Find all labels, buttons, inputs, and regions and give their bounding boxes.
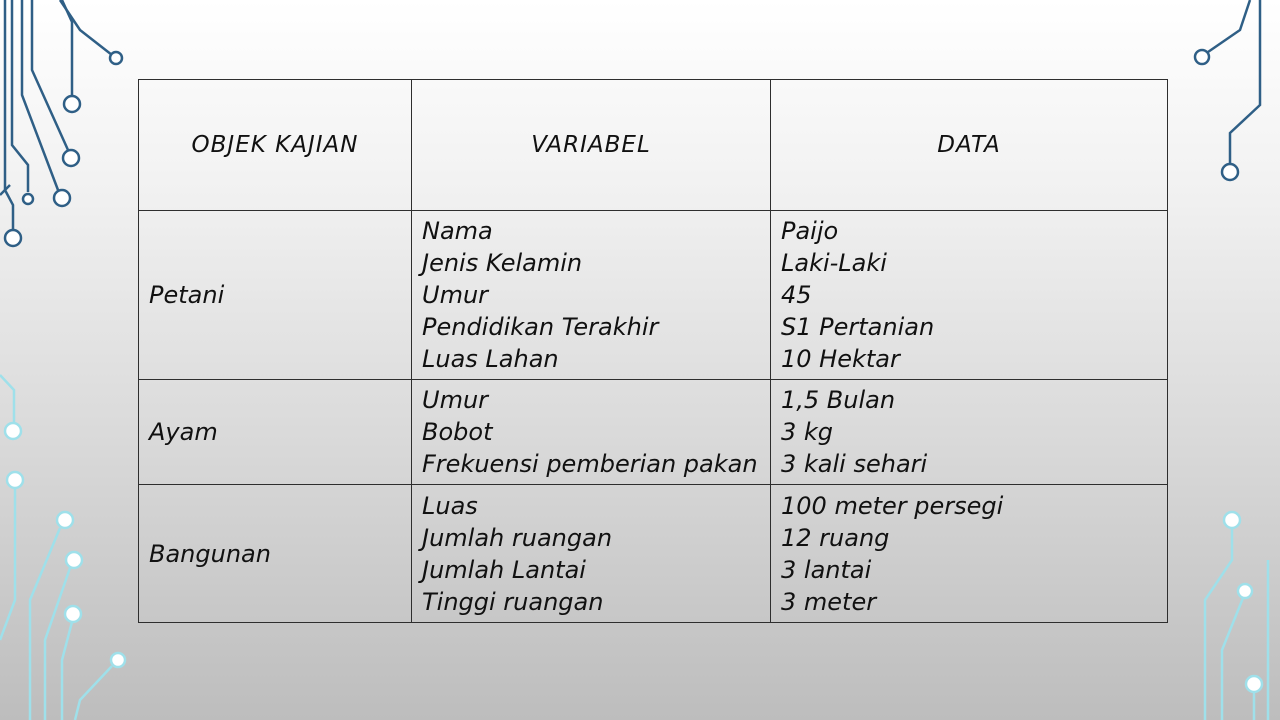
variable-item: Jumlah ruangan xyxy=(422,523,613,552)
variables-cell xyxy=(412,380,771,485)
table-header-row xyxy=(139,80,1168,211)
table-row-ayam xyxy=(139,380,1168,485)
data-item: 3 lantai xyxy=(781,555,872,584)
data-item: Laki-Laki xyxy=(781,249,887,277)
data-item: 45 xyxy=(781,281,812,309)
variable-item: Jenis Kelamin xyxy=(422,249,583,277)
variable-item: Nama xyxy=(422,217,493,245)
variable-item: Luas xyxy=(422,491,478,520)
data-cell xyxy=(771,380,1168,485)
data-item: 100 meter persegi xyxy=(781,491,1004,520)
header-data: DATA xyxy=(771,80,1168,211)
variable-item: Umur xyxy=(422,386,489,414)
header-variabel: VARIABEL xyxy=(412,80,771,211)
variable-item: Umur xyxy=(422,281,489,309)
data-cell xyxy=(771,485,1168,623)
data-item: 10 Hektar xyxy=(781,345,900,373)
table-row-bangunan xyxy=(139,485,1168,623)
data-item: S1 Pertanian xyxy=(781,313,935,341)
data-item: 3 meter xyxy=(781,587,877,616)
variable-item: Bobot xyxy=(422,418,493,446)
variable-item: Luas Lahan xyxy=(422,345,559,373)
object-label: Bangunan xyxy=(149,539,271,568)
object-cell xyxy=(139,380,412,485)
data-cell xyxy=(771,211,1168,380)
variable-item: Frekuensi pemberian pakan xyxy=(422,450,758,478)
object-cell xyxy=(139,211,412,380)
data-table xyxy=(138,79,1168,623)
data-item: 3 kg xyxy=(781,418,834,446)
object-label: Petani xyxy=(149,281,225,309)
variables-cell xyxy=(412,485,771,623)
circuit-top-right xyxy=(1195,0,1260,180)
object-cell xyxy=(139,485,412,623)
variables-cell xyxy=(412,211,771,380)
circuit-top-left xyxy=(0,0,122,246)
table-row-petani xyxy=(139,211,1168,380)
object-label: Ayam xyxy=(149,418,218,446)
data-item: Paijo xyxy=(781,217,839,245)
variable-item: Jumlah Lantai xyxy=(422,555,586,584)
variable-item: Pendidikan Terakhir xyxy=(422,313,659,341)
variable-item: Tinggi ruangan xyxy=(422,587,604,616)
data-item: 3 kali sehari xyxy=(781,450,928,478)
data-item: 1,5 Bulan xyxy=(781,386,896,414)
circuit-bottom-right xyxy=(1205,512,1268,720)
circuit-left-light xyxy=(0,375,125,720)
header-objek-kajian: OBJEK KAJIAN xyxy=(139,80,412,211)
data-item: 12 ruang xyxy=(781,523,890,552)
